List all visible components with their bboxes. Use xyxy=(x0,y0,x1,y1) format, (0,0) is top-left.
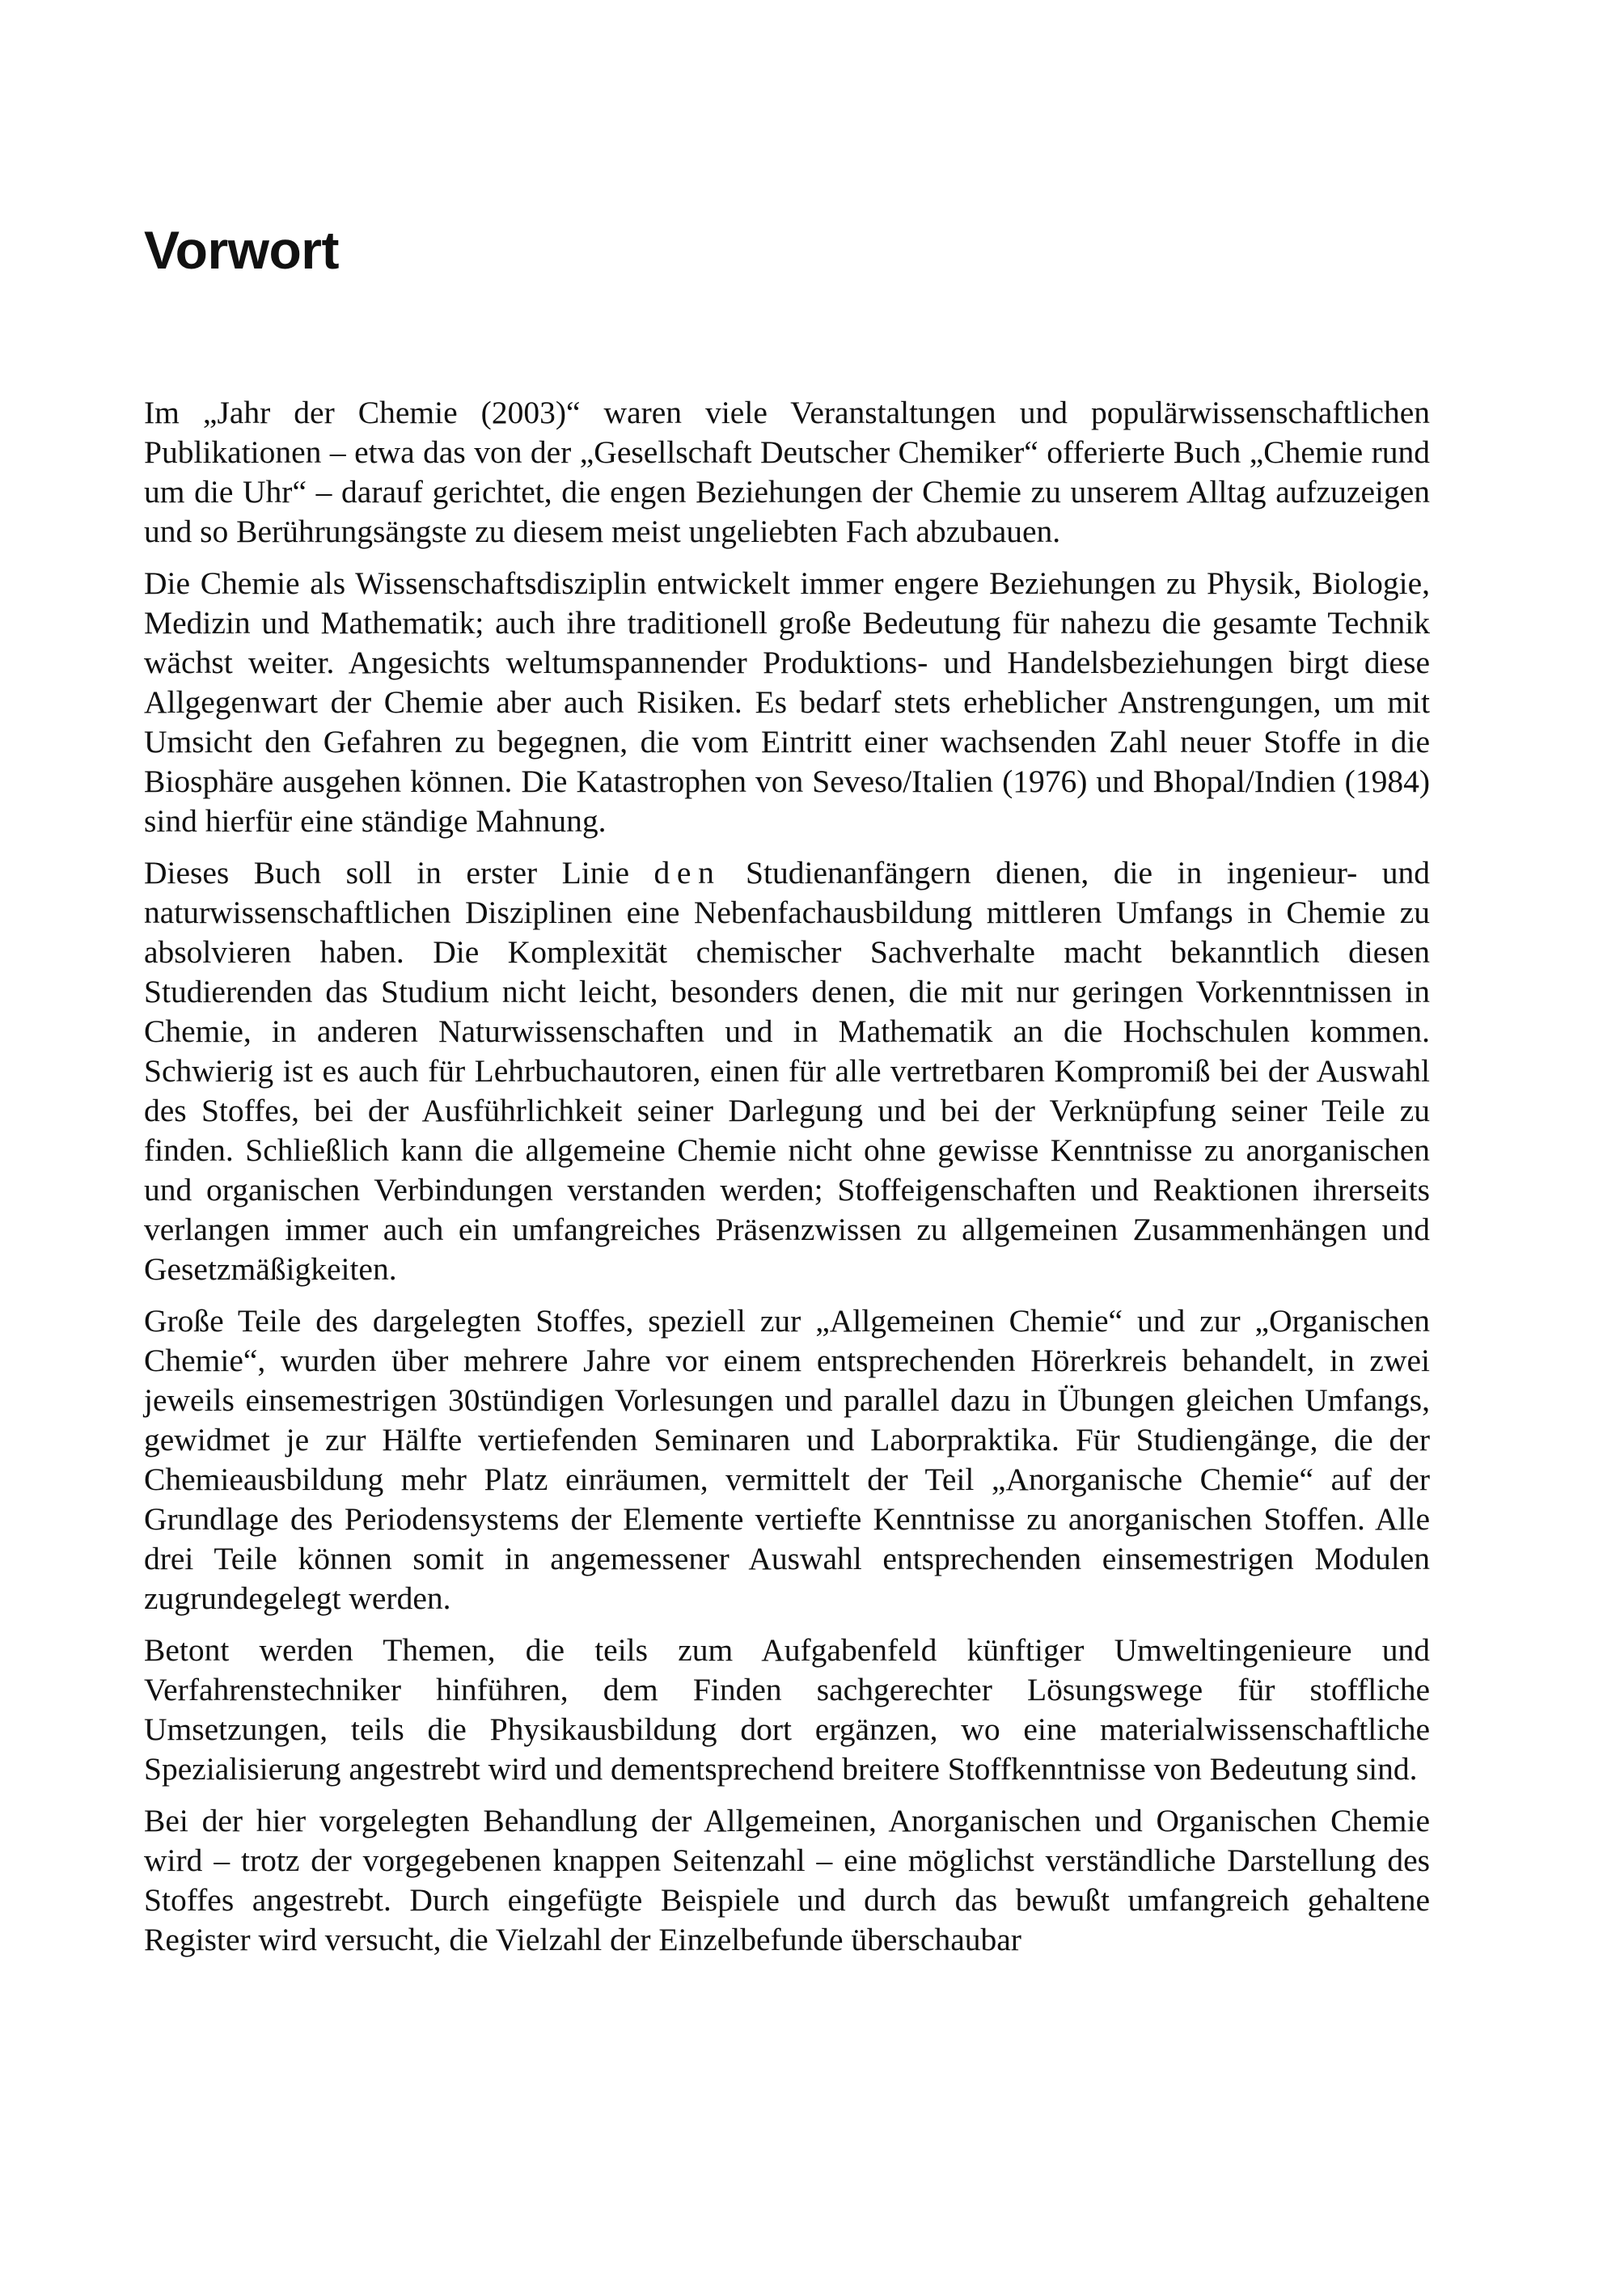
paragraph-2: Die Chemie als Wissenschaftsdisziplin entwickelt immer engere Beziehungen zu Physik, Biologie, Medizin und Mathematik; auch ihre traditionell große Bedeutung für nahezu die gesamte Technik wächst weiter. Angesichts weltumspannender Produktions- und Handelsbeziehungen birgt diese Allgegenwart der Chemie aber auch Risiken. Es bedarf stets erheblicher Anstrengungen, um mit Umsicht den Gefahren zu begegnen, die vom Eintritt einer wachsenden Zahl neuer Stoffe in die Biosphäre ausgehen können. Die Katastrophen von Seveso/Italien (1976) und Bhopal/Indien (1984) sind hierfür eine ständige Mahnung. xyxy=(144,565,1430,839)
paragraph-5: Betont werden Themen, die teils zum Aufgabenfeld künftiger Umweltingenieure und Verfahrenstechniker hinführen, dem Finden sachgerechter Lösungswege für stoffliche Umsetzungen, teils die Physikausbildung dort ergänzen, wo eine materialwissenschaftliche Spezialisierung angestrebt wird und dementsprechend breitere Stoffkenntnisse von Bedeutung sind. xyxy=(144,1632,1430,1787)
page-title: Vorwort xyxy=(144,220,339,280)
paragraph-1: Im „Jahr der Chemie (2003)“ waren viele Veranstaltungen und populärwissenschaftlichen Publikationen – etwa das von der „Gesellschaft Deutscher Chemiker“ offerierte Buch „Chemie rund um die Uhr“ – darauf gerichtet, die engen Beziehungen der Chemie zu unserem Alltag aufzuzeigen und so Berührungsängste zu diesem meist ungeliebten Fach abzubauen. xyxy=(144,395,1430,549)
document-body xyxy=(144,393,1430,1960)
paragraph-3-emphasis: den xyxy=(653,855,721,891)
paragraph-4: Große Teile des dargelegten Stoffes, speziell zur „Allgemeinen Chemie“ und zur „Organischen Chemie“, wurden über mehrere Jahre vor einem entsprechenden Hörerkreis behandelt, in zwei jeweils einsemestrigen 30stündigen Vorlesungen und parallel dazu in Übungen gleichen Umfangs, gewidmet je zur Hälfte vertiefenden Seminaren und Laborpraktika. Für Studiengänge, die der Chemieausbildung mehr Platz einräumen, vermittelt der Teil „Anorganische Chemie“ auf der Grundlage des Periodensystems der Elemente vertiefte Kenntnisse zu anorganischen Stoffen. Alle drei Teile können somit in angemessener Auswahl entsprechenden einsemestrigen Modulen zugrundegelegt werden. xyxy=(144,1303,1430,1616)
paragraph-3-text-after: Studienanfängern dienen, die in ingenieur- und naturwissenschaftlichen Disziplinen eine Nebenfachausbildung mittleren Umfangs in Chemie zu absolvieren haben. Die Komplexität chemischer Sachverhalte macht bekanntlich diesen Studierenden das Studium nicht leicht, besonders denen, die mit nur geringen Vorkenntnissen in Chemie, in anderen Naturwissenschaften und in Mathematik an die Hochschulen kommen. Schwierig ist es auch für Lehrbuchautoren, einen für alle vertretbaren Kompromiß bei der Auswahl des Stoffes, bei der Ausführlichkeit seiner Darlegung und bei der Verknüpfung seiner Teile zu finden. Schließlich kann die allgemeine Chemie nicht ohne gewisse Kenntnisse zu anorganischen und organischen Verbindungen verstanden werden; Stoffeigenschaften und Reaktionen ihrerseits verlangen immer auch ein umfangreiches Präsenzwissen zu allgemeinen Zusammenhängen und Gesetzmäßigkeiten. xyxy=(144,855,1431,1287)
paragraph-3 xyxy=(144,853,1430,1289)
paragraph-6: Bei der hier vorgelegten Behandlung der Allgemeinen, Anorganischen und Organischen Chemie wird – trotz der vorgegebenen knappen Seitenzahl – eine möglichst verständliche Darstellung des Stoffes angestrebt. Durch eingefügte Beispiele und durch das bewußt umfangreich gehaltene Register wird versucht, die Vielzahl der Einzelbefunde überschaubar xyxy=(144,1803,1430,1957)
paragraph-3-text-before: Dieses Buch soll in erster Linie xyxy=(144,855,654,891)
